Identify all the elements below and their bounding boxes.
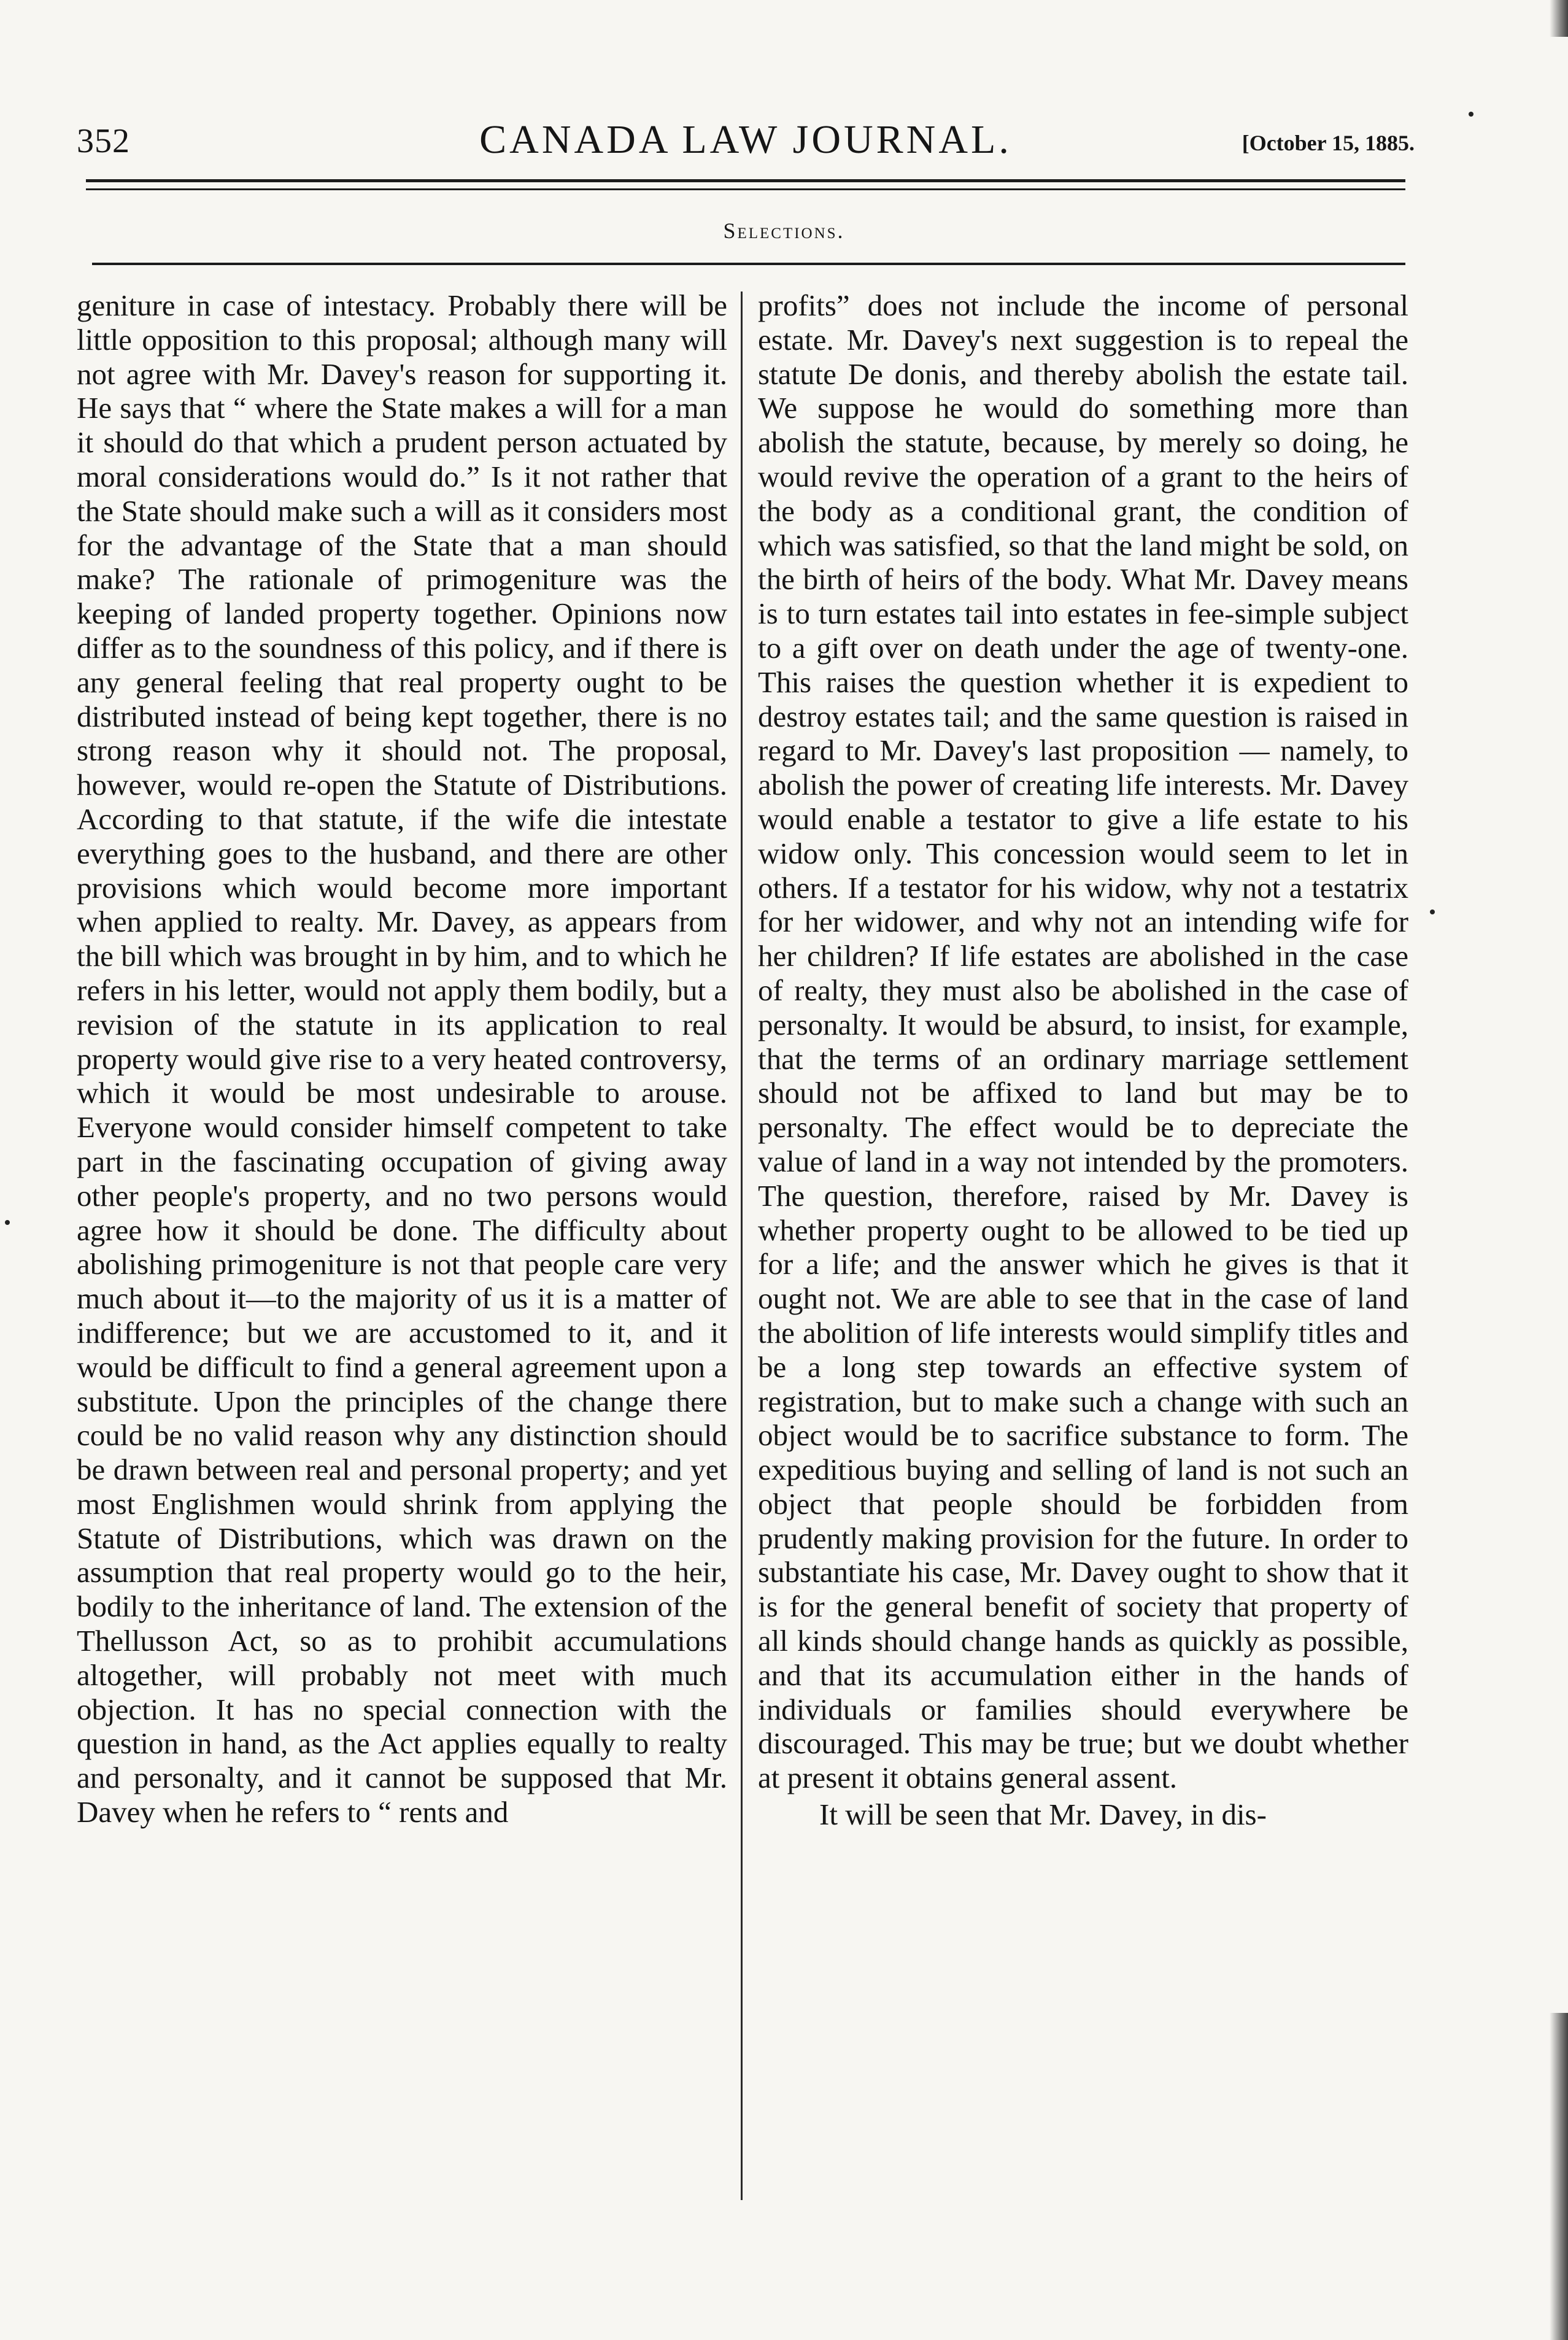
- page-number: 352: [77, 122, 130, 160]
- right-column: [758, 288, 1408, 1832]
- scan-edge-mark-bottom: [1550, 2013, 1568, 2340]
- page-header: [77, 117, 1415, 172]
- left-column-paragraph: geniture in case of intestacy. Probably there will be little opposition to this proposal; although many will not agree with Mr. Davey's reason for supporting it. He says that “ where the State makes a will for a man it should do that which a prudent person actuated by moral considerations would do.” Is it not rather that the State should make such a will as it considers most for the advantage of the State that a man should make? The rationale of primogeniture was the keeping of landed property together. Opinions now differ as to the soundness of this policy, and if there is any general feeling that real property ought to be distributed instead of being kept together, there is no strong reason why it should not. The proposal, however, would re-open the Statute of Distributions. According to that statute, if the wife die intestate everything goes to the husband, and there are other provisions which would become more important when applied to realty. Mr. Davey, as appears from the bill which was brought in by him, and to which he refers in his letter, would not apply them bodily, but a revision of the statute in its application to real property would give rise to a very heated controversy, which it would be most undesirable to arouse. Everyone would consider himself competent to take part in the fascinating occupation of giving away other people's property, and no two persons would agree how it should be done. The difficulty about abolishing primogeniture is not that people care very much about it—to the majority of us it is a matter of indifference; but we are accustomed to it, and it would be difficult to find a general agreement upon a substitute. Upon the principles of the change there could be no valid reason why any distinction should be drawn between real and personal property; and yet most Englishmen would shrink from applying the Statute of Distributions, which was drawn on the assumption that real property would go to the heir, bodily to the inheritance of land. The extension of the Thellusson Act, so as to prohibit accumulations altogether, will probably not meet with much objection. It has no special connection with the question in hand, as the Act applies equally to realty and personalty, and it cannot be supposed that Mr. Davey when he refers to “ rents and: [77, 288, 727, 1829]
- section-heading: Selections.: [723, 218, 845, 243]
- scan-speck: [5, 1220, 10, 1225]
- scan-speck: [1469, 112, 1473, 117]
- journal-title: CANADA LAW JOURNAL.: [479, 117, 1012, 162]
- right-column-paragraph: profits” does not include the income of personal estate. Mr. Davey's next suggestion is to repeal the statute De donis, and thereby abolish the estate tail. We suppose he would do something more than abolish the statute, because, by merely so doing, he would revive the operation of a grant to the heirs of the body as a conditional grant, the condition of which was satisfied, so that the land might be sold, on the birth of heirs of the body. What Mr. Davey means is to turn estates tail into estates in fee-simple subject to a gift over on death under the age of twenty-one. This raises the question whether it is expedient to destroy estates tail; and the same question is raised in regard to Mr. Davey's last proposition — namely, to abolish the power of creating life interests. Mr. Davey would enable a testator to give a life estate to his widow only. This concession would seem to let in others. If a testator for his widow, why not a testatrix for her widower, and why not an intending wife for her children? If life estates are abolished in the case of realty, they must also be abolished in the case of personalty. It would be absurd, to insist, for example, that the terms of an ordinary marriage settlement should not be affixed to land but may be to personalty. The effect would be to depreciate the value of land in a way not intended by the promoters. The question, therefore, raised by Mr. Davey is whether property ought to be allowed to be tied up for a life; and the answer which he gives is that it ought not. We are able to see that in the case of land the abolition of life interests would simplify titles and be a long step towards an effective system of registration, but to make such a change with such an object would be to sacrifice substance to form. The expeditious buying and selling of land is not such an object that people should be forbidden from prudently making provision for the future. In order to substantiate his case, Mr. Davey ought to show that it is for the general benefit of society that property of all kinds should change hands as quickly as possible, and that its accumulation either in the hands of individuals or families should everywhere be discouraged. This may be true; but we doubt whether at present it obtains general assent.: [758, 288, 1408, 1795]
- issue-date: [October 15, 1885.: [1242, 131, 1415, 155]
- header-double-rule: [86, 179, 1405, 190]
- right-column-paragraph-continued: It will be seen that Mr. Davey, in dis-: [819, 1797, 1267, 1832]
- scan-speck: [1430, 909, 1435, 914]
- section-rule: [92, 263, 1405, 265]
- scan-edge-mark-top: [1550, 0, 1568, 37]
- column-divider: [741, 292, 743, 2200]
- left-column: [77, 288, 727, 1829]
